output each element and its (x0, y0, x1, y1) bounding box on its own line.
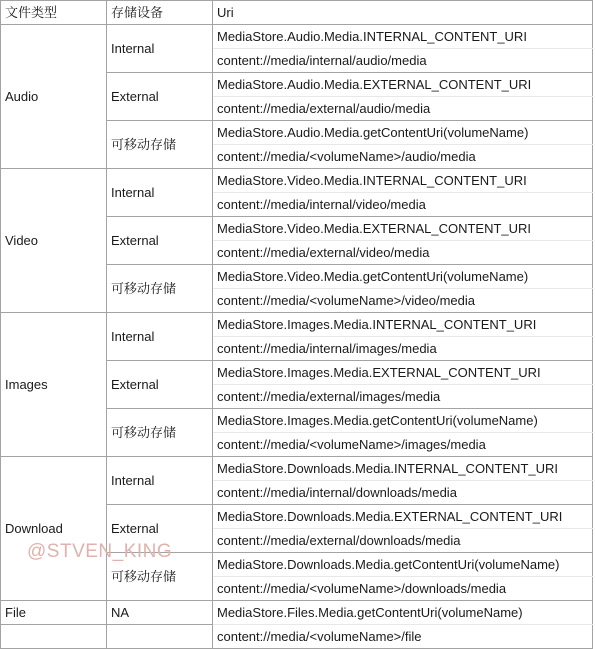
uri-path-cell: content://media/<volumeName>/images/media (213, 433, 593, 457)
table-row (1, 457, 593, 481)
uri-constant-cell: MediaStore.Video.Media.INTERNAL_CONTENT_URI (213, 169, 593, 193)
file-type-cell: Images (1, 313, 107, 457)
storage-cell: 可移动存储 (107, 121, 213, 169)
uri-constant-cell: MediaStore.Downloads.Media.EXTERNAL_CONTENT_URI (213, 505, 593, 529)
uri-constant-cell: MediaStore.Audio.Media.getContentUri(volumeName) (213, 121, 593, 145)
table-row (1, 313, 593, 337)
empty-cell (1, 625, 107, 649)
uri-path-cell: content://media/<volumeName>/video/media (213, 289, 593, 313)
table-row (1, 25, 593, 49)
uri-constant-cell: MediaStore.Audio.Media.INTERNAL_CONTENT_URI (213, 25, 593, 49)
storage-cell: 可移动存储 (107, 265, 213, 313)
uri-constant-cell: MediaStore.Downloads.Media.getContentUri(volumeName) (213, 553, 593, 577)
storage-cell: Internal (107, 457, 213, 505)
storage-cell: NA (107, 601, 213, 625)
storage-cell: External (107, 73, 213, 121)
storage-cell: External (107, 217, 213, 265)
uri-path-cell: content://media/<volumeName>/file (213, 625, 593, 649)
uri-constant-cell: MediaStore.Video.Media.getContentUri(volumeName) (213, 265, 593, 289)
storage-cell: Internal (107, 25, 213, 73)
storage-cell: External (107, 361, 213, 409)
uri-constant-cell: MediaStore.Images.Media.getContentUri(volumeName) (213, 409, 593, 433)
uri-path-cell: content://media/external/video/media (213, 241, 593, 265)
storage-cell: Internal (107, 313, 213, 361)
uri-constant-cell: MediaStore.Files.Media.getContentUri(volumeName) (213, 601, 593, 625)
uri-path-cell: content://media/external/downloads/media (213, 529, 593, 553)
file-type-cell: File (1, 601, 107, 625)
uri-path-cell: content://media/external/audio/media (213, 97, 593, 121)
file-type-cell: Video (1, 169, 107, 313)
header-uri: Uri (213, 1, 593, 25)
storage-cell: Internal (107, 169, 213, 217)
uri-constant-cell: MediaStore.Video.Media.EXTERNAL_CONTENT_URI (213, 217, 593, 241)
storage-cell: 可移动存储 (107, 553, 213, 601)
table-row (1, 169, 593, 193)
uri-constant-cell: MediaStore.Downloads.Media.INTERNAL_CONTENT_URI (213, 457, 593, 481)
header-file-type: 文件类型 (1, 1, 107, 25)
storage-cell: 可移动存储 (107, 409, 213, 457)
table-row (1, 625, 593, 649)
uri-path-cell: content://media/internal/video/media (213, 193, 593, 217)
table-header-row (1, 1, 593, 25)
uri-path-cell: content://media/internal/images/media (213, 337, 593, 361)
empty-cell (107, 625, 213, 649)
watermark: @STVEN_KING (27, 541, 173, 562)
uri-path-cell: content://media/external/images/media (213, 385, 593, 409)
uri-path-cell: content://media/internal/downloads/media (213, 481, 593, 505)
uri-constant-cell: MediaStore.Audio.Media.EXTERNAL_CONTENT_URI (213, 73, 593, 97)
file-type-cell: Audio (1, 25, 107, 169)
header-storage-device: 存储设备 (107, 1, 213, 25)
uri-constant-cell: MediaStore.Images.Media.INTERNAL_CONTENT_URI (213, 313, 593, 337)
uri-path-cell: content://media/<volumeName>/downloads/media (213, 577, 593, 601)
uri-constant-cell: MediaStore.Images.Media.EXTERNAL_CONTENT_URI (213, 361, 593, 385)
uri-path-cell: content://media/<volumeName>/audio/media (213, 145, 593, 169)
table-row (1, 601, 593, 625)
storage-cell: External (107, 505, 213, 553)
file-type-cell: Download (1, 457, 107, 601)
uri-path-cell: content://media/internal/audio/media (213, 49, 593, 73)
